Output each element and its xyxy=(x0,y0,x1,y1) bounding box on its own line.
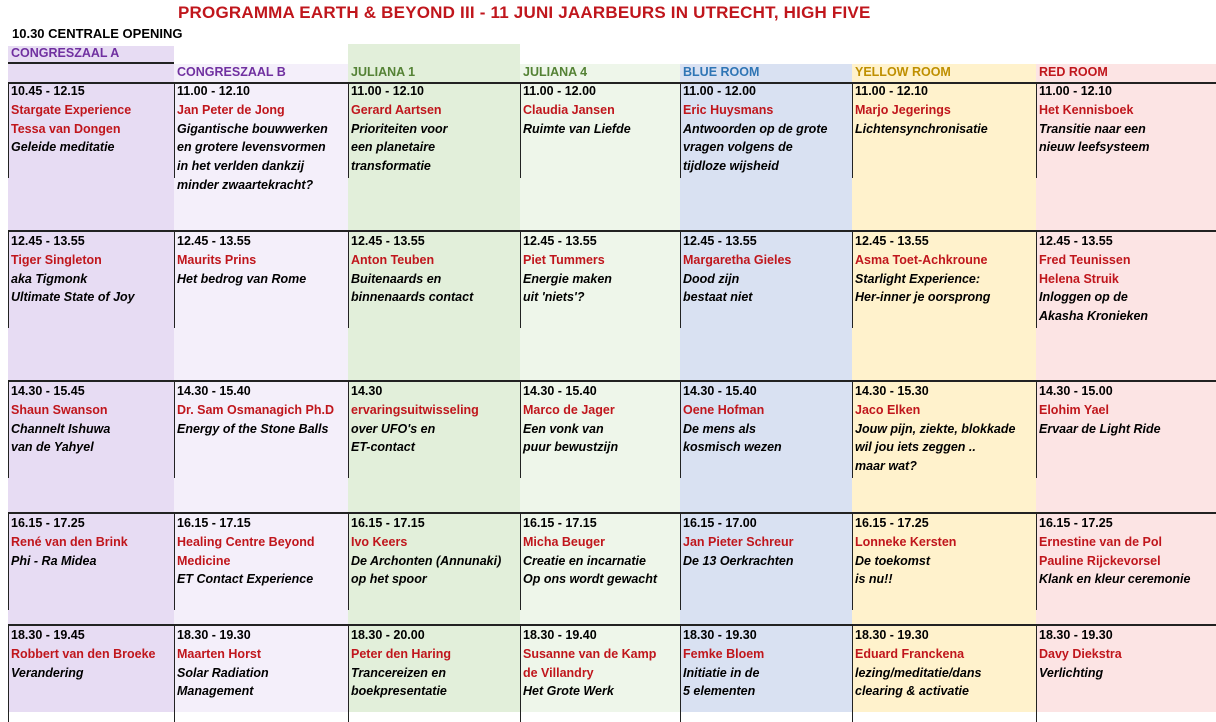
session-speaker: Helena Struik xyxy=(1039,271,1119,286)
session-cell xyxy=(8,514,174,570)
session-time: 12.45 - 13.55 xyxy=(1039,234,1113,248)
session-description: Ultimate State of Joy xyxy=(11,290,135,305)
session-description: Transitie naar een xyxy=(1039,121,1146,136)
session-time: 12.45 - 13.55 xyxy=(351,234,425,248)
header-line-congreszaal-a xyxy=(8,62,174,64)
page-title: PROGRAMMA EARTH & BEYOND III - 11 JUNI JAARBEURS IN UTRECHT, HIGH FIVE xyxy=(178,3,871,22)
session-time: 16.15 - 17.25 xyxy=(855,516,929,530)
session-cell xyxy=(680,382,852,457)
session-description: Een vonk van xyxy=(523,421,604,436)
session-cell xyxy=(174,232,348,288)
session-description: transformatie xyxy=(351,159,431,174)
room-header-blue-room: BLUE ROOM xyxy=(683,65,760,79)
session-time: 12.45 - 13.55 xyxy=(683,234,757,248)
session-description: Klank en kleur ceremonie xyxy=(1039,572,1191,587)
session-time: 14.30 - 15.30 xyxy=(855,384,929,398)
session-description: van de Yahyel xyxy=(11,440,94,455)
session-cell xyxy=(680,514,852,570)
session-cell xyxy=(174,382,348,438)
session-cell xyxy=(1036,626,1216,682)
session-speaker: Elohim Yael xyxy=(1039,402,1109,417)
session-description: vragen volgens de xyxy=(683,140,793,155)
session-cell xyxy=(348,382,520,457)
session-speaker: Lonneke Kersten xyxy=(855,534,957,549)
session-description: Jouw pijn, ziekte, blokkade xyxy=(855,421,1016,436)
session-description: De toekomst xyxy=(855,553,931,568)
session-description: bestaat niet xyxy=(683,290,753,305)
session-time: 16.15 - 17.15 xyxy=(177,516,251,530)
session-time: 14.30 xyxy=(351,384,383,398)
room-header-juliana-1: JULIANA 1 xyxy=(351,65,416,79)
session-description: 5 elementen xyxy=(683,684,756,699)
session-description: Phi - Ra Midea xyxy=(11,553,97,568)
session-speaker: Jan Peter de Jong xyxy=(177,102,285,117)
session-time: 11.00 - 12.10 xyxy=(351,84,424,98)
session-description: Her-inner je oorsprong xyxy=(855,290,991,305)
session-description: Antwoorden op de grote xyxy=(683,121,828,136)
session-cell xyxy=(680,232,852,307)
session-description: Energy of the Stone Balls xyxy=(177,421,329,436)
session-speaker: Dr. Sam Osmanagich Ph.D xyxy=(177,402,334,417)
opening-label: 10.30 CENTRALE OPENING xyxy=(12,26,183,41)
session-description: clearing & activatie xyxy=(855,684,969,699)
session-speaker: Stargate Experience xyxy=(11,102,132,117)
session-description: is nu!! xyxy=(855,572,893,587)
session-description: aka Tigmonk xyxy=(11,271,88,286)
session-speaker: Margaretha Gieles xyxy=(683,252,792,267)
room-header-congreszaal-b: CONGRESZAAL B xyxy=(177,65,286,79)
session-speaker: Eric Huysmans xyxy=(683,102,774,117)
session-speaker: Davy Diekstra xyxy=(1039,646,1122,661)
session-time: 12.45 - 13.55 xyxy=(11,234,85,248)
session-time: 14.30 - 15.45 xyxy=(11,384,85,398)
session-cell xyxy=(1036,514,1216,589)
session-description: Trancereizen en xyxy=(351,665,446,680)
session-time: 10.45 - 12.15 xyxy=(11,84,85,98)
session-description: De Archonten (Annunaki) xyxy=(351,553,502,568)
session-description: Akasha Kronieken xyxy=(1039,309,1149,324)
session-time: 14.30 - 15.40 xyxy=(177,384,251,398)
session-cell xyxy=(1036,232,1216,326)
session-cell xyxy=(520,82,680,138)
session-cell xyxy=(8,232,174,307)
session-speaker: Femke Bloem xyxy=(683,646,765,661)
session-speaker: René van den Brink xyxy=(11,534,128,549)
session-speaker: Peter den Haring xyxy=(351,646,452,661)
session-description: Op ons wordt gewacht xyxy=(523,572,658,587)
session-cell xyxy=(852,232,1036,307)
session-description: boekpresentatie xyxy=(351,684,447,699)
room-header-juliana-4: JULIANA 4 xyxy=(523,65,588,79)
session-time: 16.15 - 17.25 xyxy=(1039,516,1113,530)
session-cell xyxy=(1036,82,1216,157)
session-speaker: Healing Centre Beyond xyxy=(177,534,315,549)
session-description: ET Contact Experience xyxy=(177,572,314,587)
session-description: kosmisch wezen xyxy=(683,440,782,455)
session-description: De 13 Oerkrachten xyxy=(683,553,794,568)
session-time: 18.30 - 20.00 xyxy=(351,628,425,642)
session-cell xyxy=(8,382,174,457)
session-description: maar wat? xyxy=(855,459,917,474)
session-time: 11.00 - 12.10 xyxy=(1039,84,1112,98)
session-description: Prioriteiten voor xyxy=(351,121,448,136)
session-time: 11.00 - 12.00 xyxy=(683,84,756,98)
session-cell xyxy=(1036,382,1216,438)
session-description: De mens als xyxy=(683,421,756,436)
room-header-red-room: RED ROOM xyxy=(1039,65,1108,79)
session-cell xyxy=(680,82,852,176)
session-description: Ruimte van Liefde xyxy=(523,121,631,136)
session-speaker: Ivo Keers xyxy=(351,534,408,549)
session-cell xyxy=(852,626,1036,701)
session-description: Verandering xyxy=(11,665,84,680)
session-speaker: Robbert van den Broeke xyxy=(11,646,156,661)
session-speaker: Fred Teunissen xyxy=(1039,252,1131,267)
session-cell xyxy=(8,82,174,157)
session-cell xyxy=(8,626,174,682)
session-description: en grotere levensvormen xyxy=(177,140,326,155)
session-cell xyxy=(852,82,1036,138)
session-cell xyxy=(520,626,680,701)
session-speaker: Eduard Franckena xyxy=(855,646,965,661)
session-speaker: Piet Tummers xyxy=(523,252,605,267)
session-time: 11.00 - 12.00 xyxy=(523,84,596,98)
session-description: Dood zijn xyxy=(683,271,740,286)
session-description: Geleide meditatie xyxy=(11,140,115,155)
session-cell xyxy=(520,382,680,457)
session-description: Channelt Ishuwa xyxy=(11,421,111,436)
session-time: 16.15 - 17.00 xyxy=(683,516,757,530)
session-cell xyxy=(174,82,348,195)
session-description: nieuw leefsysteem xyxy=(1039,140,1150,155)
room-header-yellow-room: YELLOW ROOM xyxy=(855,65,951,79)
session-cell xyxy=(852,382,1036,476)
session-cell xyxy=(348,82,520,176)
session-description: binnenaards contact xyxy=(351,290,474,305)
session-time: 18.30 - 19.30 xyxy=(1039,628,1113,642)
session-speaker: Jaco Elken xyxy=(855,402,921,417)
room-header-congreszaal-a: CONGRESZAAL A xyxy=(11,46,120,60)
session-speaker: Tessa van Dongen xyxy=(11,121,121,136)
session-time: 16.15 - 17.15 xyxy=(351,516,425,530)
session-description: Het bedrog van Rome xyxy=(177,271,307,286)
session-speaker: Claudia Jansen xyxy=(523,102,615,117)
session-speaker: Gerard Aartsen xyxy=(351,102,442,117)
session-time: 12.45 - 13.55 xyxy=(855,234,929,248)
session-description: op het spoor xyxy=(351,572,427,587)
session-speaker: Pauline Rijckevorsel xyxy=(1039,553,1161,568)
session-time: 12.45 - 13.55 xyxy=(523,234,597,248)
session-description: Gigantische bouwwerken xyxy=(177,121,328,136)
session-cell xyxy=(174,626,348,701)
session-time: 16.15 - 17.15 xyxy=(523,516,597,530)
session-speaker: Jan Pieter Schreur xyxy=(683,534,794,549)
session-time: 14.30 - 15.40 xyxy=(683,384,757,398)
session-time: 16.15 - 17.25 xyxy=(11,516,85,530)
session-description: Lichtensynchronisatie xyxy=(855,121,988,136)
session-description: in het verlden dankzij xyxy=(177,159,305,174)
session-time: 18.30 - 19.30 xyxy=(855,628,929,642)
session-description: ET-contact xyxy=(351,440,415,455)
session-speaker: Marco de Jager xyxy=(523,402,615,417)
session-description: Ervaar de Light Ride xyxy=(1039,421,1161,436)
session-cell xyxy=(852,514,1036,589)
session-description: een planetaire xyxy=(351,140,436,155)
session-speaker: Marjo Jegerings xyxy=(855,102,951,117)
session-cell xyxy=(348,232,520,307)
session-description: Management xyxy=(177,684,254,699)
session-cell xyxy=(680,626,852,701)
session-time: 14.30 - 15.40 xyxy=(523,384,597,398)
session-time: 18.30 - 19.30 xyxy=(683,628,757,642)
session-speaker: Shaun Swanson xyxy=(11,402,108,417)
session-description: over UFO's en xyxy=(351,421,436,436)
session-speaker: Maurits Prins xyxy=(177,252,257,267)
session-description: Initiatie in de xyxy=(683,665,760,680)
session-speaker: ervaringsuitwisseling xyxy=(351,402,479,417)
session-description: Solar Radiation xyxy=(177,665,269,680)
session-time: 11.00 - 12.10 xyxy=(177,84,250,98)
session-description: Starlight Experience: xyxy=(855,271,981,286)
session-cell xyxy=(520,514,680,589)
session-time: 12.45 - 13.55 xyxy=(177,234,251,248)
session-time: 11.00 - 12.10 xyxy=(855,84,928,98)
session-description: minder zwaartekracht? xyxy=(177,177,314,192)
session-speaker: Maarten Horst xyxy=(177,646,262,661)
session-speaker: Asma Toet-Achkroune xyxy=(855,252,988,267)
session-time: 14.30 - 15.00 xyxy=(1039,384,1113,398)
session-description: Inloggen op de xyxy=(1039,290,1128,305)
session-speaker: Micha Beuger xyxy=(523,534,605,549)
session-cell xyxy=(520,232,680,307)
session-description: Buitenaards en xyxy=(351,271,442,286)
session-cell xyxy=(348,626,520,701)
session-time: 18.30 - 19.45 xyxy=(11,628,85,642)
session-description: Energie maken xyxy=(523,271,612,286)
session-speaker: Het Kennisboek xyxy=(1039,102,1134,117)
session-cell xyxy=(348,514,520,589)
session-speaker: Ernestine van de Pol xyxy=(1039,534,1162,549)
session-description: Verlichting xyxy=(1039,665,1104,680)
session-time: 18.30 - 19.30 xyxy=(177,628,251,642)
session-description: lezing/meditatie/dans xyxy=(855,665,982,680)
session-description: Creatie en incarnatie xyxy=(523,553,646,568)
session-speaker: Tiger Singleton xyxy=(11,252,102,267)
session-time: 18.30 - 19.40 xyxy=(523,628,597,642)
session-speaker: Medicine xyxy=(177,553,231,568)
session-speaker: Susanne van de Kamp xyxy=(523,646,657,661)
session-speaker: de Villandry xyxy=(523,665,594,680)
session-description: wil jou iets zeggen .. xyxy=(855,440,976,455)
session-speaker: Oene Hofman xyxy=(683,402,765,417)
session-speaker: Anton Teuben xyxy=(351,252,435,267)
session-description: uit 'niets'? xyxy=(523,290,585,305)
session-description: Het Grote Werk xyxy=(523,684,614,699)
session-description: puur bewustzijn xyxy=(523,440,619,455)
session-description: tijdloze wijsheid xyxy=(683,159,779,174)
session-cell xyxy=(174,514,348,589)
